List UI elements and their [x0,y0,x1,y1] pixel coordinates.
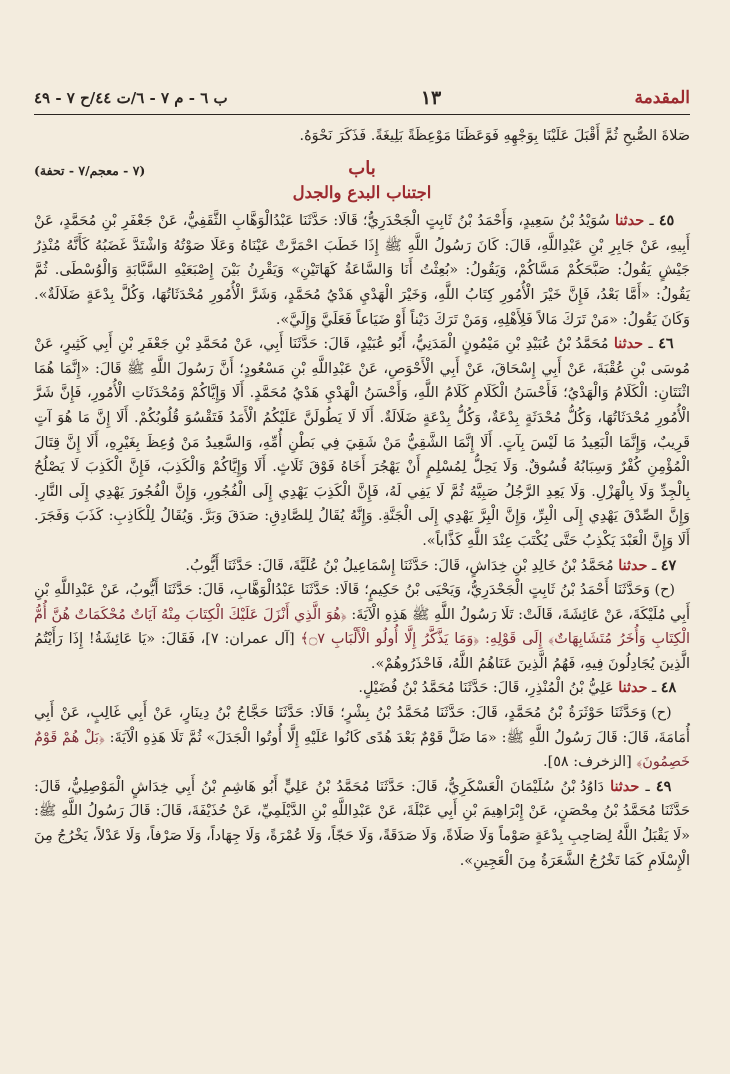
hadith-49: ٤٩ ـ حدثنا دَاوُدُ بْنُ سُلَيْمَانَ الْعَسْكَرِيُّ، قَالَ: حَدَّثَنَا مُحَمَّدُ بْنُ عَلِيٍّ أَبُو هَاشِمِ بْنُ أَبِي خِدَاشٍ الْمَوْصِلِيُّ، قَالَ: حَدَّثَنَا مُحَمَّدُ بْنُ مِحْصَنٍ، عَنْ إِبْرَاهِيمَ بْنِ أَبِي عَبْلَةَ، عَنْ عَبْدِاللَّهِ بْنِ الدَّيْلَمِيِّ، عَنْ حُذَيْفَةَ، قَالَ: قَالَ رَسُولُ اللَّهِ ﷺ: «لَا يَقْبَلُ اللَّهُ لِصَاحِبِ بِدْعَةٍ صَوْماً وَلَا صَلَاةً، وَلَا صَدَقَةً، وَلَا حَجّاً، وَلَا عُمْرَةً، وَلَا جِهَاداً، وَلَا صَرْفاً، وَلَا عَدْلاً، يَخْرُجُ مِنَ الْإِسْلَامِ كَمَا تَخْرُجُ الشَّعَرَةُ مِنَ الْعَجِينِ». [34,777,690,869]
chapter-heading-row [34,157,690,179]
intro-line: صَلاةَ الصُّبحِ ثُمَّ أَقْبَلَ عَلَيْنَا بِوَجْهِهِ فَوَعَظَنَا مَوْعِظَةً بَلِيغَةً. فَذَكَرَ نَحْوَهُ. [299,128,690,144]
hadith-46: ٤٦ ـ حدثنا مُحَمَّدُ بْنُ عُبَيْدِ بْنِ مَيْمُونٍ الْمَدَنِيُّ، أَبُو عُبَيْدٍ، قَالَ: حَدَّثَنَا أَبِي، عَنْ مُحَمَّدِ بْنِ جَعْفَرِ بْنِ أَبِي كَثِيرٍ، عَنْ مُوسَى بْنِ عُقْبَةَ، عَنْ أَبِي إِسْحَاقَ، عَنْ أَبِي الْأَحْوَصِ، عَنْ عَبْدِاللَّهِ بْنِ مَسْعُودٍ؛ أَنَّ رَسُولَ اللَّهِ ﷺ قَالَ: «إِنَّمَا هُمَا اثْنَتَانِ: الْكَلَامُ وَالْهَدْيُ؛ فَأَحْسَنُ الْكَلَامِ كَلَامُ اللَّهِ، وَأَحْسَنُ الْهَدْيِ هَدْيُ مُحَمَّدٍ. أَلَا وَإِيَّاكُمْ وَمُحْدَثَاتِ الْأُمُورِ، فَإِنَّ شَرَّ الْأُمُورِ مُحْدَثَاتُهَا، وَكُلُّ مُحْدَثَةٍ بِدْعَةٌ، وَكُلُّ بِدْعَةٍ ضَلَالَةٌ. أَلَا لَا يَطُولَنَّ عَلَيْكُمُ الْأَمَدُ فَتَقْسُوَ قُلُوبُكُمْ. أَلَا إِنَّ مَا هُوَ آتٍ قَرِيبٌ، وَإِنَّمَا الْبَعِيدُ مَا لَيْسَ بِآتٍ. أَلَا إِنَّمَا الشَّقِيُّ مَنْ شَقِيَ فِي بَطْنِ أُمِّهِ، وَالسَّعِيدُ مَنْ وُعِظَ بِغَيْرِهِ، أَلَا إِنَّ قِتَالَ الْمُؤْمِنِ كُفْرٌ وَسِبَابُهُ فُسُوقٌ. وَلَا يَحِلُّ لِمُسْلِمٍ أَنْ يَهْجُرَ أَخَاهُ فَوْقَ ثَلَاثٍ. أَلَا وَإِيَّاكُمْ وَالْكَذِبَ، فَإِنَّ الْكَذِبَ لَا يَصْلُحُ بِالْجِدِّ وَلَا بِالْهَزْلِ. وَلَا يَعِدِ الرَّجُلُ صَبِيَّهُ ثُمَّ لَا يَفِي لَهُ، فَإِنَّ الْكَذِبَ يَهْدِي إِلَى الْفُجُورِ، وَإِنَّ الْفُجُورَ يَهْدِي إِلَى النَّارِ. وَإِنَّ الصِّدْقَ يَهْدِي إِلَى الْبِرِّ، وَإِنَّ الْبِرَّ يَهْدِي إِلَى الْجَنَّةِ. وَإِنَّهُ يُقَالُ لِلصَّادِقِ: صَدَقَ وَبَرَّ. وَيُقَالُ لِلْكَاذِبِ: كَذَبَ وَفَجَرَ. أَلَا وَإِنَّ الْعَبْدَ يَكْذِبُ حَتَّى يُكْتَبَ عِنْدَ اللَّهِ كَذَّاباً». [34,335,690,549]
hadith-conclusion: [آل عمران: ٧]، فَقَالَ: «يَا عَائِشَةُ! إِذَا رَأَيْتُمُ الَّذِينَ يُجَادِلُونَ فِيهِ، فَهُمُ الَّذِينَ عَنَاهُمُ اللَّهُ، فَاحْذَرُوهُمْ». [34,631,690,672]
hadith-text: مُحَمَّدُ بْنُ خَالِدِ بْنِ خِدَاشٍ، قَالَ: حَدَّثَنَا إِسْمَاعِيلُ بْنُ عُلَيَّةَ، قَالَ: حَدَّثَنَا أَيُّوبُ. [185,557,614,574]
quran-verse: ﴿بَلْ هُمْ قَوْمٌ خَصِمُونَ﴾ [34,729,690,771]
hadith-text: مُحَمَّدُ بْنُ عُبَيْدِ بْنِ مَيْمُونٍ الْمَدَنِيُّ، أَبُو عُبَيْدٍ، قَالَ: حَدَّثَنَا أَبِي، عَنْ مُحَمَّدِ بْنِ جَعْفَرِ بْنِ أَبِي كَثِيرٍ، عَنْ مُوسَى بْنِ عُقْبَةَ، عَنْ أَبِي إِسْحَاقَ، عَنْ أَبِي الْأَحْوَصِ، عَنْ عَبْدِاللَّهِ بْنِ مَسْعُودٍ؛ أَنَّ رَسُولَ اللَّهِ ﷺ قَالَ: «إِنَّمَا هُمَا اثْنَتَانِ: الْكَلَامُ وَالْهَدْيُ؛ فَأَحْسَنُ الْكَلَامِ كَلَامُ اللَّهِ، وَأَحْسَنُ الْهَدْيِ هَدْيُ مُحَمَّدٍ. أَلَا وَإِيَّاكُمْ وَمُحْدَثَاتِ الْأُمُورِ، فَإِنَّ شَرَّ الْأُمُورِ مُحْدَثَاتُهَا، وَكُلُّ مُحْدَثَةٍ بِدْعَةٌ، وَكُلُّ بِدْعَةٍ ضَلَالَةٌ. أَلَا لَا يَطُولَنَّ عَلَيْكُمُ الْأَمَدُ فَتَقْسُوَ قُلُوبُكُمْ. أَلَا إِنَّ مَا هُوَ آتٍ قَرِيبٌ، وَإِنَّمَا الْبَعِيدُ مَا لَيْسَ بِآتٍ. أَلَا إِنَّمَا الشَّقِيُّ مَنْ شَقِيَ فِي بَطْنِ أُمِّهِ، وَالسَّعِيدُ مَنْ وُعِظَ بِغَيْرِهِ، أَلَا إِنَّ قِتَالَ الْمُؤْمِنِ كُفْرٌ وَسِبَابُهُ فُسُوقٌ. وَلَا يَحِلُّ لِمُسْلِمٍ أَنْ يَهْجُرَ أَخَاهُ فَوْقَ ثَلَاثٍ. أَلَا وَإِيَّاكُمْ وَالْكَذِبَ، فَإِنَّ الْكَذِبَ لَا يَصْلُحُ بِالْجِدِّ وَلَا بِالْهَزْلِ. وَلَا يَعِدِ الرَّجُلُ صَبِيَّهُ ثُمَّ لَا يَفِي لَهُ، فَإِنَّ الْكَذِبَ يَهْدِي إِلَى الْفُجُورِ، وَإِنَّ الْفُجُورَ يَهْدِي إِلَى النَّارِ. وَإِنَّ الصِّدْقَ يَهْدِي إِلَى الْبِرِّ، وَإِنَّ الْبِرَّ يَهْدِي إِلَى الْجَنَّةِ. وَإِنَّهُ يُقَالُ لِلصَّادِقِ: صَدَقَ وَبَرَّ. وَيُقَالُ لِلْكَاذِبِ: كَذَبَ وَفَجَرَ. أَلَا وَإِنَّ الْعَبْدَ يَكْذِبُ حَتَّى يُكْتَبَ عِنْدَ اللَّهِ كَذَّاباً». [34,336,690,549]
page-header [34,86,690,110]
hadith-number: ٤٥ [658,212,675,230]
hadith-lead: حدثنا [614,212,645,230]
hadith-text: دَاوُدُ بْنُ سُلَيْمَانَ الْعَسْكَرِيُّ، قَالَ: حَدَّثَنَا مُحَمَّدُ بْنُ عَلِيٍّ أَبُو هَاشِمِ بْنُ أَبِي خِدَاشٍ الْمَوْصِلِيُّ، قَالَ: حَدَّثَنَا مُحَمَّدُ بْنُ مِحْصَنٍ، عَنْ إِبْرَاهِيمَ بْنِ أَبِي عَبْلَةَ، عَنْ عَبْدِاللَّهِ بْنِ الدَّيْلَمِيِّ، عَنْ حُذَيْفَةَ، قَالَ: قَالَ رَسُولُ اللَّهِ ﷺ: «لَا يَقْبَلُ اللَّهُ لِصَاحِبِ بِدْعَةٍ صَوْماً وَلَا صَلَاةً، وَلَا صَدَقَةً، وَلَا حَجّاً، وَلَا عُمْرَةً، وَلَا جِهَاداً، وَلَا صَرْفاً، وَلَا عَدْلاً، يَخْرُجُ مِنَ الْإِسْلَامِ كَمَا تَخْرُجُ الشَّعَرَةُ مِنَ الْعَجِينِ». [34,778,690,869]
header-rule [34,114,690,115]
hadith-text: سُوَيْدُ بْنُ سَعِيدٍ، وَأَحْمَدُ بْنُ ثَابِتٍ الْجَحْدَرِيُّ؛ قَالَا: حَدَّثَنَا عَبْدُالْوَهَّابِ الثَّقَفِيُّ، عَنْ جَعْفَرِ بْنِ مُحَمَّدٍ، عَنْ أَبِيهِ، عَنْ جَابِرِ بْنِ عَبْدِاللَّهِ، قَالَ: كَانَ رَسُولُ اللَّهِ ﷺ إِذَا خَطَبَ احْمَرَّتْ عَيْنَاهُ وَعَلَا صَوْتُهُ وَاشْتَدَّ غَضَبُهُ كَأَنَّهُ مُنْذِرُ جَيْشٍ يَقُولُ: صَبَّحَكُمْ مَسَّاكُمْ، وَيَقُولُ: «بُعِثْتُ أَنَا وَالسَّاعَةُ كَهَاتَيْنِ» وَيَقْرِنُ بَيْنَ إِصْبَعَيْهِ السَّبَّابَةِ وَالْوُسْطَى. ثُمَّ يَقُولُ: «أَمَّا بَعْدُ، فَإِنَّ خَيْرَ الْأُمُورِ كِتَابُ اللَّهِ، وَخَيْرَ الْهَدْيِ هَدْيُ مُحَمَّدٍ، وَشَرَّ الْأُمُورِ مُحْدَثَاتُهَا، وَكُلَّ بِدْعَةٍ ضَلَالَةٌ». وَكَانَ يَقُولُ: «مَنْ تَرَكَ مَالاً فَلِأَهْلِهِ، وَمَنْ تَرَكَ دَيْناً أَوْ ضَيَاعاً فَعَلَيَّ وَإِلَيَّ». [34,213,690,328]
hadith-lead: حدثنا [618,679,648,697]
hadith-48: ٤٨ ـ حدثنا عَلِيُّ بْنُ الْمُنْذِرِ، قَالَ: حَدَّثَنَا مُحَمَّدُ بْنُ فُضَيْلٍ. [358,679,677,697]
quran-verse: ﴿هُوَ الَّذِي أَنْزَلَ عَلَيْكَ الْكِتَابَ مِنْهُ آيَاتٌ مُحْكَمَاتٌ هُنَّ أُمُّ الْكِتَابِ وَأُخَرُ مُتَشَابِهَاتٌ﴾ إِلَى قَوْلِهِ: ﴿وَمَا يَذَّكَّرُ إِلَّا أُولُو الْأَلْبَابِ ۝٧﴾ [34,606,691,648]
hadith-number: ٤٦ [658,335,674,353]
hadith-number: ٤٨ [660,679,677,697]
page-number: ١٣ [420,87,442,109]
hadith-48-continuation [34,701,690,775]
hadith-lead: حدثنا [610,777,640,795]
hadith-chain: (ح) وَحَدَّثَنَا حَوْثَرَةُ بْنُ مُحَمَّدٍ، قَالَ: حَدَّثَنَا مُحَمَّدُ بْنُ بِشْرٍ؛ قَالَا: حَدَّثَنَا حَجَّاجُ بْنُ دِينَارٍ، عَنْ أَبِي غَالِبٍ، عَنْ أَبِي أُمَامَةَ، قَالَ: قَالَ رَسُولُ اللَّهِ ﷺ: «مَا ضَلَّ قَوْمٌ بَعْدَ هُدًى كَانُوا عَلَيْهِ إِلَّا أُوتُوا الْجَدَلَ» ثُمَّ تَلَا هَذِهِ الْآيَةَ: [34,705,690,746]
hadith-47: ٤٧ ـ حدثنا مُحَمَّدُ بْنُ خَالِدِ بْنِ خِدَاشٍ، قَالَ: حَدَّثَنَا إِسْمَاعِيلُ بْنُ عُلَيَّةَ، قَالَ: حَدَّثَنَا أَيُّوبُ. [185,556,677,574]
hadith-chain: (ح) وَحَدَّثَنَا أَحْمَدُ بْنُ ثَابِتٍ الْجَحْدَرِيُّ، وَيَحْيَى بْنُ حَكِيمٍ؛ قَالَا: حَدَّثَنَا عَبْدُالْوَهَّابِ، قَالَ: حَدَّثَنَا أَيُّوبُ، عَنْ عَبْدِاللَّهِ بْنِ أَبِي مُلَيْكَةَ، عَنْ عَائِشَةَ، قَالَتْ: تَلَا رَسُولُ اللَّهِ ﷺ هَذِهِ الْآيَةَ: [34,582,691,623]
running-title: المقدمة [634,88,690,108]
hadith-number: ٤٩ [655,777,672,795]
hadith-number: ٤٧ [660,556,677,574]
hadith-lead: حدثنا [618,556,648,574]
reference-codes: ب ٦ - م ٧ - ٦/ت ٤٤/ح ٧ - ٤٩ [34,89,228,107]
hadith-47-continuation [34,578,690,676]
chapter-title: اجتناب البدع والجدل [292,182,432,202]
chapter-note: (٧ - معجم/٧ - تحفة) [34,162,146,178]
hadith-text: عَلِيُّ بْنُ الْمُنْذِرِ، قَالَ: حَدَّثَنَا مُحَمَّدُ بْنُ فُضَيْلٍ. [358,680,614,697]
hadith-conclusion: [الزخرف: ٥٨]. [543,754,632,771]
chapter-label: باب [348,157,376,179]
hadith-lead: حدثنا [613,335,644,353]
hadith-45: ٤٥ ـ حدثنا سُوَيْدُ بْنُ سَعِيدٍ، وَأَحْمَدُ بْنُ ثَابِتٍ الْجَحْدَرِيُّ؛ قَالَا: حَدَّثَنَا عَبْدُالْوَهَّابِ الثَّقَفِيُّ، عَنْ جَعْفَرِ بْنِ مُحَمَّدٍ، عَنْ أَبِيهِ، عَنْ جَابِرِ بْنِ عَبْدِاللَّهِ، قَالَ: كَانَ رَسُولُ اللَّهِ ﷺ إِذَا خَطَبَ احْمَرَّتْ عَيْنَاهُ وَعَلَا صَوْتُهُ وَاشْتَدَّ غَضَبُهُ كَأَنَّهُ مُنْذِرُ جَيْشٍ يَقُولُ: صَبَّحَكُمْ مَسَّاكُمْ، وَيَقُولُ: «بُعِثْتُ أَنَا وَالسَّاعَةُ كَهَاتَيْنِ» وَيَقْرِنُ بَيْنَ إِصْبَعَيْهِ السَّبَّابَةِ وَالْوُسْطَى. ثُمَّ يَقُولُ: «أَمَّا بَعْدُ، فَإِنَّ خَيْرَ الْأُمُورِ كِتَابُ اللَّهِ، وَخَيْرَ الْهَدْيِ هَدْيُ مُحَمَّدٍ، وَشَرَّ الْأُمُورِ مُحْدَثَاتُهَا، وَكُلَّ بِدْعَةٍ ضَلَالَةٌ». وَكَانَ يَقُولُ: «مَنْ تَرَكَ مَالاً فَلِأَهْلِهِ، وَمَنْ تَرَكَ دَيْناً أَوْ ضَيَاعاً فَعَلَيَّ وَإِلَيَّ». [34,212,690,328]
page-body [34,124,690,873]
